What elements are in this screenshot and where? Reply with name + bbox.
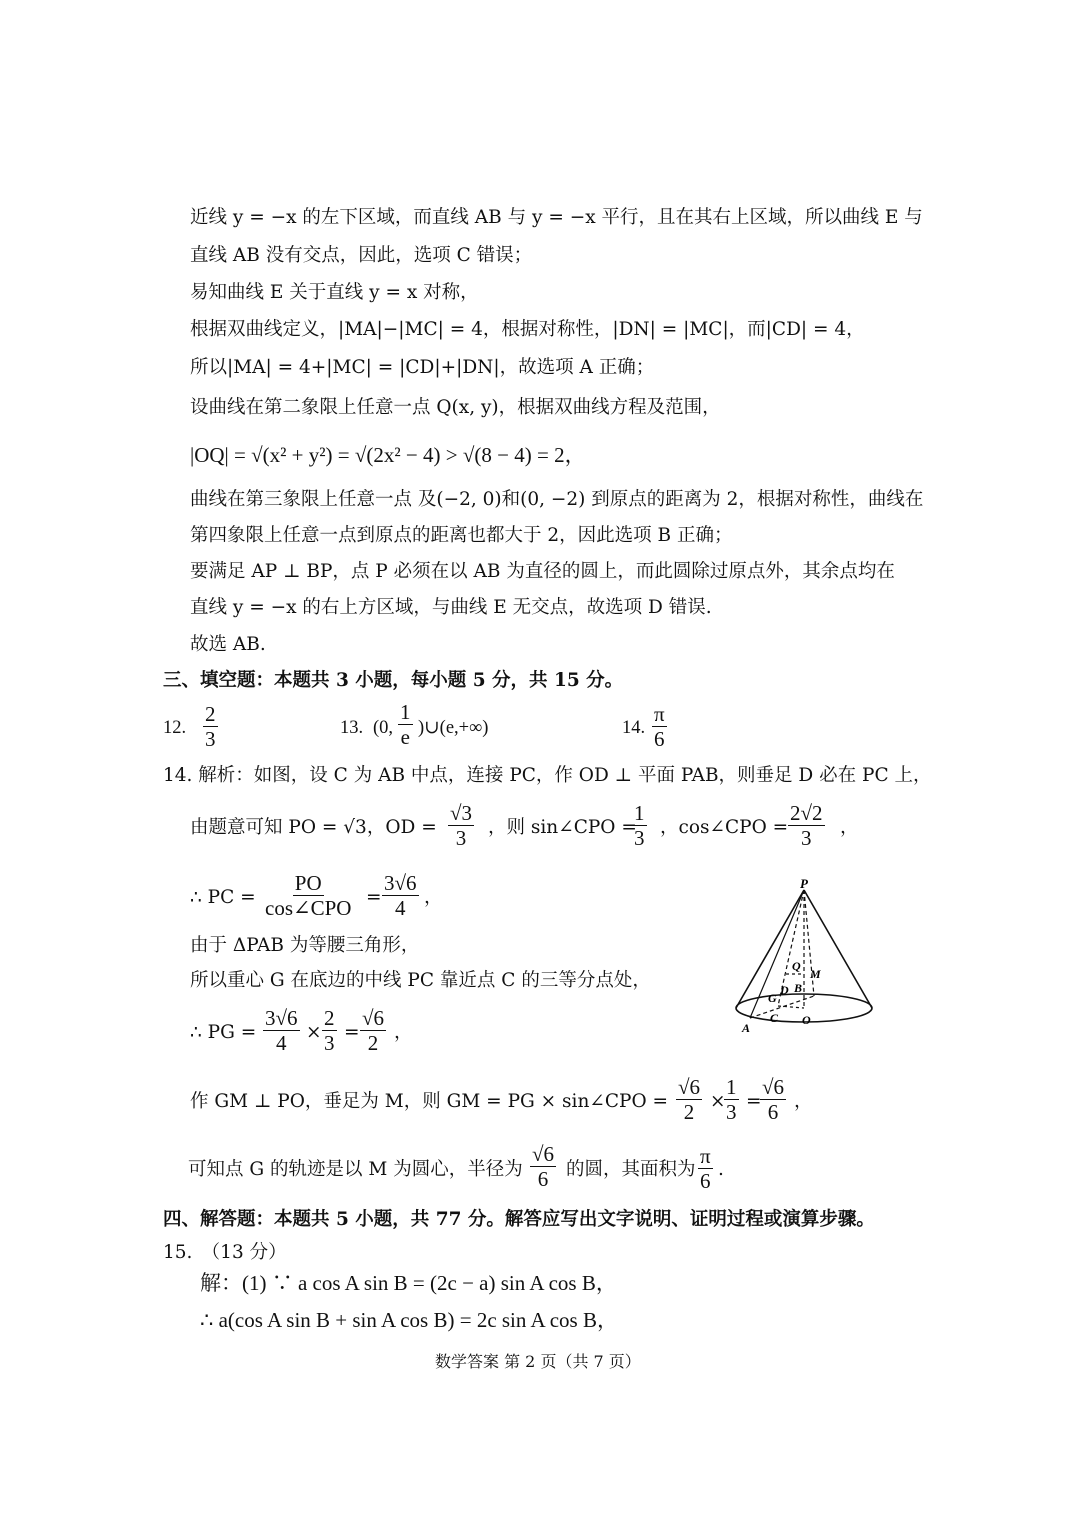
text-line: 由于 ΔPAB 为等腰三角形， <box>190 935 420 956</box>
answer-text: (0, <box>373 718 394 738</box>
text-line: 设曲线在第二象限上任意一点 Q(x, y)，根据双曲线方程及范围， <box>190 397 721 418</box>
numerator: π <box>700 1144 711 1168</box>
answer-text: )∪(e,+∞) <box>418 718 489 738</box>
fraction <box>788 801 825 850</box>
numerator: 1 <box>726 1075 737 1099</box>
text-line: 可知点 G 的轨迹是以 M 为圆心，半径为 <box>188 1159 523 1180</box>
text-line: ， <box>840 817 859 838</box>
numerator: √6 <box>532 1142 555 1166</box>
text-line: 要满足 AP ⊥ BP，点 P 必须在以 AB 为直径的圆上，而此圆除过原点外，其余点均在 <box>190 561 895 582</box>
fraction <box>632 801 647 850</box>
denominator: 3 <box>726 1100 737 1124</box>
numerator: √3 <box>450 801 473 825</box>
fraction <box>676 1075 702 1124</box>
text-line: 第四象限上任意一点到原点的距离也都大于 2，因此选项 B 正确； <box>190 525 733 546</box>
denominator: 6 <box>767 1100 779 1124</box>
cone-figure <box>730 878 880 1038</box>
denominator: 4 <box>395 896 406 920</box>
question-header: 15. （13 分） <box>163 1242 287 1263</box>
fraction <box>530 1142 556 1191</box>
page-footer: 数学答案 第 2 页（共 7 页） <box>435 1352 641 1371</box>
label-p: P <box>800 878 808 891</box>
fraction <box>360 1006 386 1055</box>
fraction <box>760 1075 786 1124</box>
text-line: 直线 y = −x 的右上方区域，与曲线 E 无交点，故选项 D 错误. <box>190 597 712 618</box>
text-line: 曲线在第三象限上任意一点 及(−2, 0)和(0, −2) 到原点的距离为 2，根据对称性，曲线在 <box>190 489 924 510</box>
fraction <box>263 1006 300 1055</box>
section-heading: 四、解答题：本题共 5 小题，共 77 分。解答应写出文字说明、证明过程或演算步骤。 <box>163 1209 875 1230</box>
numerator: 3√6 <box>265 1006 298 1030</box>
label-d: D <box>780 983 789 997</box>
answer-fraction <box>203 702 218 751</box>
text-line: 由题意可知 PO = √3，OD = <box>190 817 437 838</box>
denominator: 4 <box>276 1031 287 1055</box>
numerator: 2√2 <box>790 801 823 825</box>
question-number: 12. <box>163 718 187 738</box>
denominator: 6 <box>700 1169 711 1193</box>
text-line: 近线 y = −x 的左下区域，而直线 AB 与 y = −x 平行，且在其右上区域，所以曲线 E 与 <box>190 207 923 228</box>
text-line: = <box>344 1022 360 1043</box>
denominator: 3 <box>634 826 645 850</box>
fraction <box>263 871 353 920</box>
answer-fraction <box>398 700 413 749</box>
numerator: √6 <box>762 1075 785 1099</box>
fraction <box>322 1006 337 1055</box>
segment-pa <box>750 890 804 1018</box>
numerator: 2 <box>324 1006 335 1030</box>
text-line: = <box>366 887 382 908</box>
question-number: 13. <box>340 718 364 738</box>
denominator: 3 <box>205 727 216 751</box>
text-line: 14. 解析：如图，设 C 为 AB 中点，连接 PC，作 OD ⊥ 平面 PAB，则垂足 D 必在 PC 上， <box>163 765 932 786</box>
text-line: ， <box>394 1022 413 1043</box>
label-o: O <box>802 1013 811 1027</box>
fraction <box>724 1075 739 1124</box>
text-line: 所以|MA| = 4+|MC| = |CD|+|DN|，故选项 A 正确； <box>190 357 655 378</box>
label-m: M <box>810 967 821 981</box>
denominator: 3 <box>324 1031 335 1055</box>
question-number: 14. <box>622 718 646 738</box>
answer-fraction <box>652 702 667 751</box>
math-line: ∴ a(cos A sin B + sin A cos B) = 2c sin A cos B， <box>200 1308 618 1332</box>
segment-co <box>778 1006 804 1008</box>
text-line: 所以重心 G 在底边的中线 PC 靠近点 C 的三等分点处， <box>190 970 651 991</box>
text-line: 的圆，其面积为 <box>566 1159 696 1180</box>
label-b: B <box>794 981 803 995</box>
text-line: ，cos∠CPO = <box>660 817 789 838</box>
math-line: |OQ| = √(x² + y²) = √(2x² − 4) > √(8 − 4) = 2， <box>190 443 586 467</box>
text-line: ∴ PG = <box>190 1022 257 1043</box>
text-line: ， <box>794 1091 813 1112</box>
label-g: G <box>768 991 777 1005</box>
numerator: π <box>654 702 665 726</box>
fraction <box>382 871 419 920</box>
text-line: ∴ PC = <box>190 887 256 908</box>
denominator: 3 <box>455 826 467 850</box>
denominator: 2 <box>683 1100 695 1124</box>
text-line: ，则 sin∠CPO = <box>488 817 637 838</box>
text-line: 直线 AB 没有交点，因此，选项 C 错误； <box>190 245 533 266</box>
cone-edge-right <box>804 890 872 1008</box>
numerator: 1 <box>400 700 411 724</box>
text-line: ， <box>424 887 443 908</box>
label-c: C <box>770 1011 779 1025</box>
text-line: = <box>746 1091 762 1112</box>
label-a: A <box>742 1021 751 1035</box>
math-line: 解：(1) ∵ a cos A sin B = (2c − a) sin A cos B， <box>200 1271 617 1295</box>
denominator: 6 <box>654 727 665 751</box>
numerator: √6 <box>678 1075 701 1099</box>
numerator: 3√6 <box>384 871 417 895</box>
denominator: 3 <box>801 826 812 850</box>
section-heading: 三、填空题：本题共 3 小题，每小题 5 分，共 15 分。 <box>163 670 624 691</box>
denominator: cos∠CPO <box>265 896 352 920</box>
numerator: 2 <box>205 702 216 726</box>
numerator: PO <box>294 871 322 895</box>
text-line: × <box>710 1091 726 1112</box>
denominator: 2 <box>367 1031 379 1055</box>
text-line: 作 GM ⊥ PO，垂足为 M，则 GM = PG × sin∠CPO = <box>190 1091 669 1112</box>
numerator: 1 <box>634 801 645 825</box>
label-q: Q <box>792 959 801 973</box>
text-line: 根据双曲线定义，|MA|−|MC| = 4，根据对称性，|DN| = |MC|，而|CD| = 4， <box>190 319 865 340</box>
text-line: 易知曲线 E 关于直线 y = x 对称， <box>190 282 479 303</box>
denominator: e <box>400 725 410 749</box>
numerator: √6 <box>362 1006 385 1030</box>
text-line: . <box>718 1159 724 1180</box>
fraction <box>448 801 474 850</box>
denominator: 6 <box>537 1167 549 1191</box>
text-line: × <box>306 1022 322 1043</box>
text-line: 故选 AB. <box>190 634 266 655</box>
fraction <box>698 1144 713 1193</box>
